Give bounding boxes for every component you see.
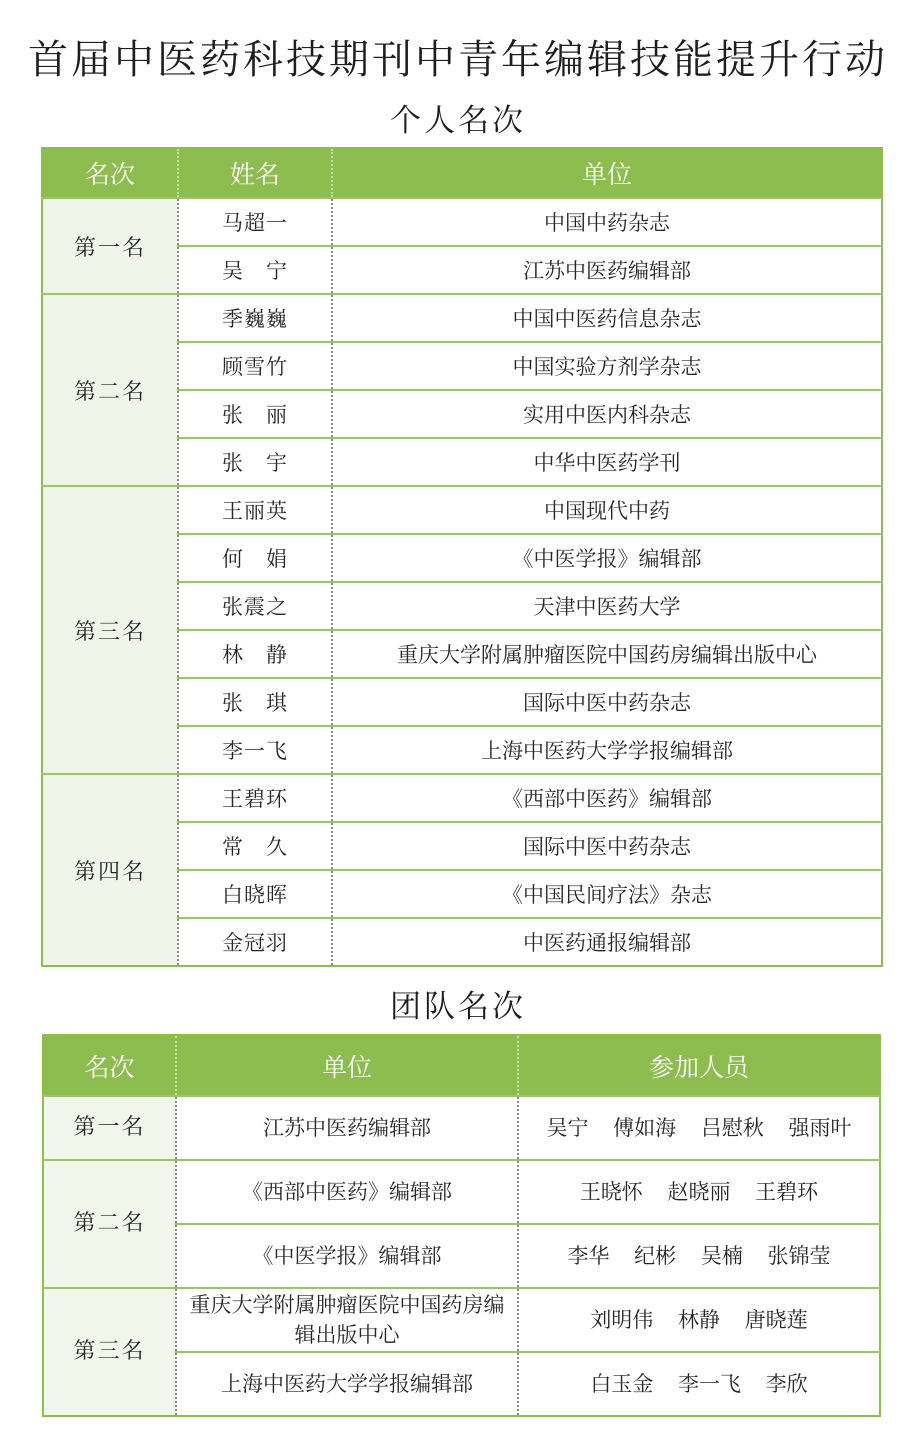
- header-name: 姓名: [178, 148, 332, 198]
- table-row: [42, 774, 882, 822]
- table-row: [42, 294, 882, 342]
- unit-cell: 中医药通报编辑部: [332, 918, 882, 966]
- unit-cell: 《西部中医药》编辑部: [176, 1160, 518, 1224]
- rank-cell: 第三名: [42, 486, 178, 774]
- table-row: [43, 1096, 880, 1160]
- header-unit: 单位: [176, 1035, 518, 1096]
- rank-cell: 第四名: [42, 774, 178, 966]
- name-cell: 王碧环: [178, 774, 332, 822]
- unit-cell: 《西部中医药》编辑部: [332, 774, 882, 822]
- members-cell: 吴宁 傅如海 吕慰秋 强雨叶: [518, 1096, 880, 1160]
- rank-cell: 第三名: [43, 1288, 176, 1416]
- unit-cell: 国际中医中药杂志: [332, 678, 882, 726]
- name-cell: 张 琪: [178, 678, 332, 726]
- name-cell: 林 静: [178, 630, 332, 678]
- table-row: [42, 486, 882, 534]
- unit-cell: 国际中医中药杂志: [332, 822, 882, 870]
- name-cell: 马超一: [178, 198, 332, 246]
- individual-ranking-table: [41, 147, 883, 967]
- table-row: [42, 198, 882, 246]
- unit-cell: 中国中医药信息杂志: [332, 294, 882, 342]
- unit-cell: 上海中医药大学学报编辑部: [332, 726, 882, 774]
- name-cell: 张 丽: [178, 390, 332, 438]
- rank-cell: 第一名: [42, 198, 178, 294]
- unit-cell: 《中医学报》编辑部: [332, 534, 882, 582]
- unit-cell: 实用中医内科杂志: [332, 390, 882, 438]
- header-unit: 单位: [332, 148, 882, 198]
- individual-ranking-title: 个人名次: [390, 103, 526, 139]
- table-row: [43, 1160, 880, 1224]
- header-rank: 名次: [42, 148, 178, 198]
- unit-cell: 江苏中医药编辑部: [332, 246, 882, 294]
- table-header-row: [43, 1035, 880, 1096]
- name-cell: 张 宇: [178, 438, 332, 486]
- unit-cell: 江苏中医药编辑部: [176, 1096, 518, 1160]
- name-cell: 顾雪竹: [178, 342, 332, 390]
- header-members: 参加人员: [518, 1035, 880, 1096]
- unit-cell: 《中国民间疗法》杂志: [332, 870, 882, 918]
- team-ranking-title: 团队名次: [390, 989, 526, 1025]
- name-cell: 张震之: [178, 582, 332, 630]
- rank-cell: 第二名: [42, 294, 178, 486]
- name-cell: 季巍巍: [178, 294, 332, 342]
- header-rank: 名次: [43, 1035, 176, 1096]
- name-cell: 李一飞: [178, 726, 332, 774]
- name-cell: 王丽英: [178, 486, 332, 534]
- name-cell: 白晓晖: [178, 870, 332, 918]
- table-header-row: [42, 148, 882, 198]
- unit-cell: 中华中医药学刊: [332, 438, 882, 486]
- team-ranking-table: [42, 1034, 881, 1417]
- members-cell: 李华 纪彬 吴楠 张锦莹: [518, 1224, 880, 1288]
- table-row: [43, 1288, 880, 1352]
- unit-cell: 天津中医药大学: [332, 582, 882, 630]
- name-cell: 吴 宁: [178, 246, 332, 294]
- unit-cell: 中国现代中药: [332, 486, 882, 534]
- page-title: 首届中医药科技期刊中青年编辑技能提升行动: [28, 37, 888, 83]
- unit-cell: 中国实验方剂学杂志: [332, 342, 882, 390]
- unit-cell: 《中医学报》编辑部: [176, 1224, 518, 1288]
- name-cell: 金冠羽: [178, 918, 332, 966]
- unit-cell: 上海中医药大学学报编辑部: [176, 1352, 518, 1416]
- members-cell: 白玉金 李一飞 李欣: [518, 1352, 880, 1416]
- unit-cell: 中国中药杂志: [332, 198, 882, 246]
- members-cell: 王晓怀 赵晓丽 王碧环: [518, 1160, 880, 1224]
- members-cell: 刘明伟 林静 唐晓莲: [518, 1288, 880, 1352]
- name-cell: 常 久: [178, 822, 332, 870]
- unit-cell: 重庆大学附属肿瘤医院中国药房编辑出版中心: [176, 1288, 518, 1352]
- unit-cell: 重庆大学附属肿瘤医院中国药房编辑出版中心: [332, 630, 882, 678]
- name-cell: 何 娟: [178, 534, 332, 582]
- rank-cell: 第一名: [43, 1096, 176, 1160]
- rank-cell: 第二名: [43, 1160, 176, 1288]
